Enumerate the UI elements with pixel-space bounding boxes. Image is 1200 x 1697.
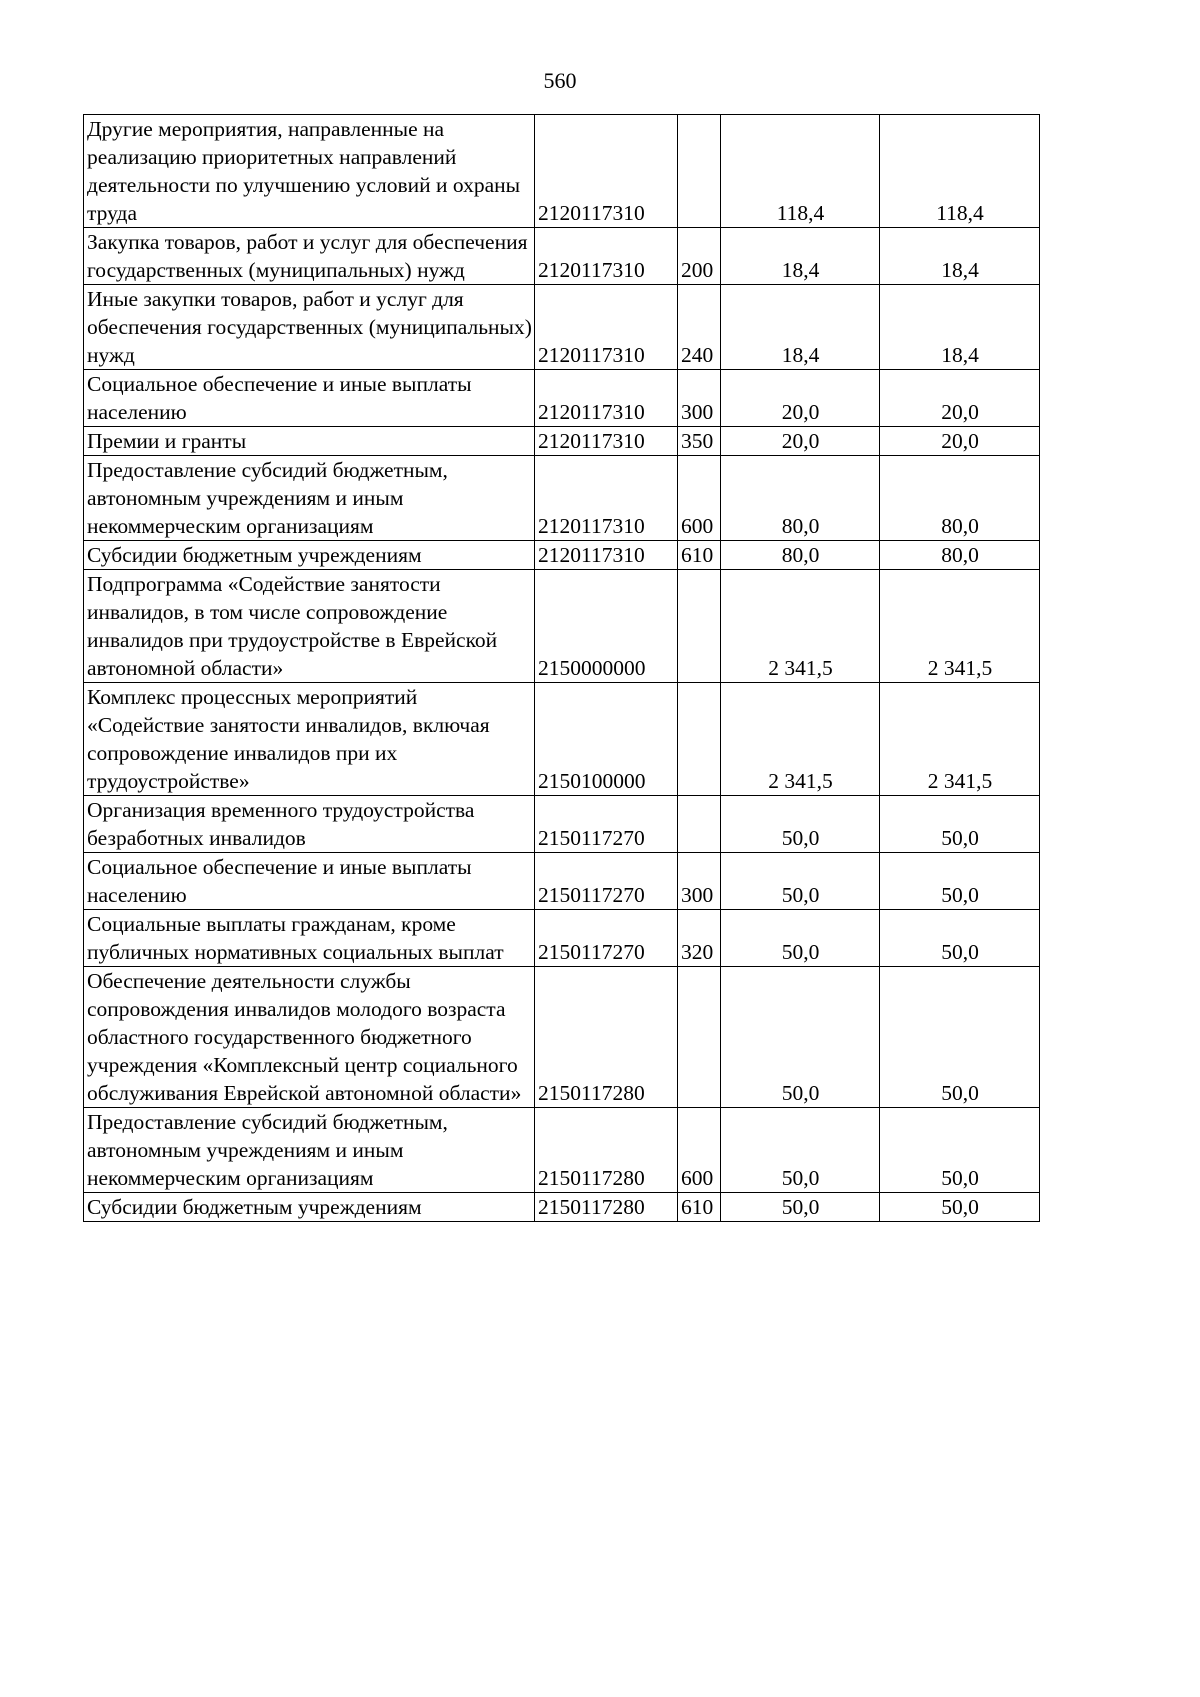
table-row	[84, 541, 1040, 570]
row-target-code: 2150117270	[535, 910, 678, 967]
row-target-code: 2120117310	[535, 456, 678, 541]
row-value-1: 50,0	[721, 967, 880, 1108]
row-value-2: 50,0	[880, 967, 1040, 1108]
row-target-code: 2120117310	[535, 541, 678, 570]
table-row	[84, 967, 1040, 1108]
row-name: Обеспечение деятельности службы сопровождения инвалидов молодого возраста областного государственного бюджетного учреждения «Комплексный центр социального обслуживания Еврейской автономной области»	[84, 967, 535, 1108]
row-target-code: 2120117310	[535, 115, 678, 228]
row-name: Социальное обеспечение и иные выплаты населению	[84, 853, 535, 910]
table-row	[84, 1193, 1040, 1222]
table-row	[84, 796, 1040, 853]
row-target-code: 2150117280	[535, 967, 678, 1108]
row-expense-type	[678, 115, 721, 228]
page-number: 560	[543, 68, 577, 93]
row-value-2: 80,0	[880, 541, 1040, 570]
row-expense-type: 600	[678, 456, 721, 541]
row-target-code: 2120117310	[535, 427, 678, 456]
row-value-2: 20,0	[880, 427, 1040, 456]
row-target-code: 2150100000	[535, 683, 678, 796]
row-expense-type	[678, 796, 721, 853]
row-value-1: 2 341,5	[721, 683, 880, 796]
row-expense-type: 320	[678, 910, 721, 967]
row-value-2: 80,0	[880, 456, 1040, 541]
row-name: Иные закупки товаров, работ и услуг для обеспечения государственных (муниципальных) нужд	[84, 285, 535, 370]
row-name: Предоставление субсидий бюджетным, автономным учреждениям и иным некоммерческим организациям	[84, 456, 535, 541]
table-row	[84, 115, 1040, 228]
row-value-1: 50,0	[721, 1108, 880, 1193]
row-value-1: 50,0	[721, 796, 880, 853]
table-row	[84, 853, 1040, 910]
row-target-code: 2150117270	[535, 853, 678, 910]
row-target-code: 2120117310	[535, 370, 678, 427]
row-value-1: 50,0	[721, 1193, 880, 1222]
row-value-1: 2 341,5	[721, 570, 880, 683]
row-value-1: 50,0	[721, 910, 880, 967]
row-name: Другие мероприятия, направленные на реализацию приоритетных направлений деятельности по улучшению условий и охраны труда	[84, 115, 535, 228]
row-value-1: 80,0	[721, 456, 880, 541]
row-expense-type: 200	[678, 228, 721, 285]
row-value-2: 18,4	[880, 228, 1040, 285]
row-value-1: 50,0	[721, 853, 880, 910]
row-value-1: 18,4	[721, 285, 880, 370]
row-name: Предоставление субсидий бюджетным, автономным учреждениям и иным некоммерческим организациям	[84, 1108, 535, 1193]
row-expense-type: 610	[678, 1193, 721, 1222]
table-row	[84, 456, 1040, 541]
table-row	[84, 1108, 1040, 1193]
row-expense-type: 350	[678, 427, 721, 456]
row-target-code: 2120117310	[535, 285, 678, 370]
row-expense-type: 610	[678, 541, 721, 570]
row-value-1: 80,0	[721, 541, 880, 570]
table-row	[84, 370, 1040, 427]
row-name: Премии и гранты	[84, 427, 535, 456]
budget-table	[83, 114, 1040, 1222]
row-name: Комплекс процессных мероприятий «Содействие занятости инвалидов, включая сопровождение инвалидов при их трудоустройстве»	[84, 683, 535, 796]
table-row	[84, 910, 1040, 967]
row-value-2: 50,0	[880, 1108, 1040, 1193]
row-target-code: 2150117280	[535, 1193, 678, 1222]
row-expense-type: 300	[678, 370, 721, 427]
row-name: Субсидии бюджетным учреждениям	[84, 541, 535, 570]
row-target-code: 2150117270	[535, 796, 678, 853]
row-name: Субсидии бюджетным учреждениям	[84, 1193, 535, 1222]
row-expense-type: 600	[678, 1108, 721, 1193]
row-name: Подпрограмма «Содействие занятости инвалидов, в том числе сопровождение инвалидов при трудоустройстве в Еврейской автономной области»	[84, 570, 535, 683]
row-name: Организация временного трудоустройства безработных инвалидов	[84, 796, 535, 853]
table-row	[84, 228, 1040, 285]
row-value-2: 118,4	[880, 115, 1040, 228]
row-value-2: 50,0	[880, 910, 1040, 967]
row-target-code: 2150000000	[535, 570, 678, 683]
row-value-1: 18,4	[721, 228, 880, 285]
row-name: Социальные выплаты гражданам, кроме публичных нормативных социальных выплат	[84, 910, 535, 967]
row-expense-type: 240	[678, 285, 721, 370]
row-value-2: 2 341,5	[880, 683, 1040, 796]
row-value-1: 20,0	[721, 427, 880, 456]
row-value-2: 50,0	[880, 1193, 1040, 1222]
table-row	[84, 427, 1040, 456]
row-expense-type	[678, 967, 721, 1108]
row-expense-type: 300	[678, 853, 721, 910]
row-value-1: 20,0	[721, 370, 880, 427]
table-row	[84, 285, 1040, 370]
row-value-2: 20,0	[880, 370, 1040, 427]
row-name: Социальное обеспечение и иные выплаты населению	[84, 370, 535, 427]
row-name: Закупка товаров, работ и услуг для обеспечения государственных (муниципальных) нужд	[84, 228, 535, 285]
row-expense-type	[678, 683, 721, 796]
row-target-code: 2150117280	[535, 1108, 678, 1193]
row-expense-type	[678, 570, 721, 683]
row-value-2: 50,0	[880, 853, 1040, 910]
table-row	[84, 570, 1040, 683]
row-value-2: 18,4	[880, 285, 1040, 370]
row-value-2: 2 341,5	[880, 570, 1040, 683]
row-target-code: 2120117310	[535, 228, 678, 285]
row-value-1: 118,4	[721, 115, 880, 228]
budget-table-body	[84, 115, 1040, 1222]
row-value-2: 50,0	[880, 796, 1040, 853]
table-row	[84, 683, 1040, 796]
